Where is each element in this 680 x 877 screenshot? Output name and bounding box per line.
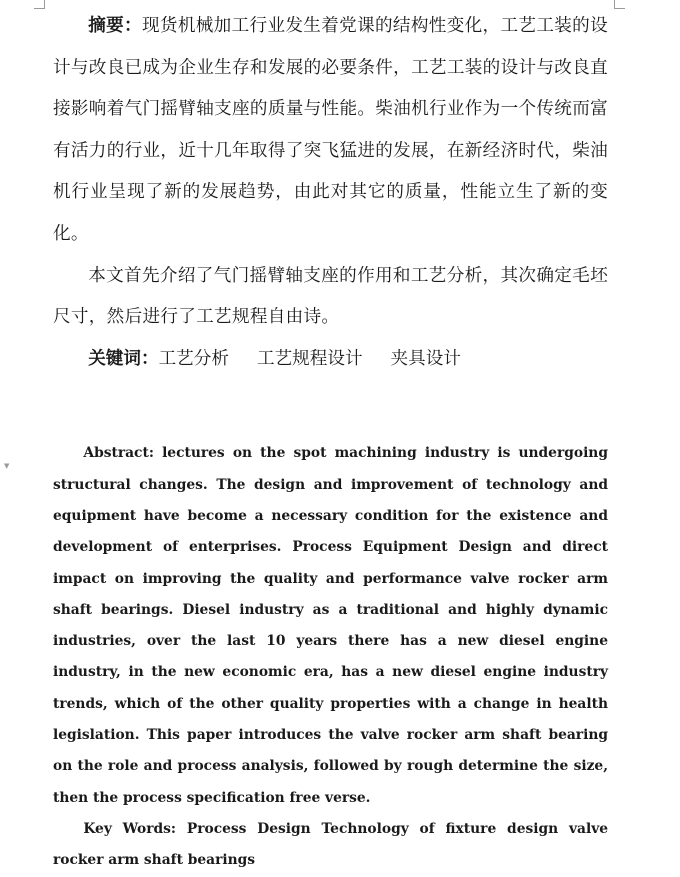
abstract-en-label: Abstract: xyxy=(83,445,154,462)
margin-crop-mark-right xyxy=(614,0,625,9)
keyword-cn-1: 工艺分析 xyxy=(158,348,229,369)
collapse-arrow-icon[interactable]: ▼ xyxy=(4,462,10,470)
keywords-cn-label: 关键词： xyxy=(88,348,159,369)
keywords-en xyxy=(53,814,608,877)
keyword-cn-2: 工艺规程设计 xyxy=(256,348,363,369)
abstract-cn-text-2: 本文首先介绍了气门摇臂轴支座的作用和工艺分析，其次确定毛坯尺寸，然后进行了工艺规程自由诗。 xyxy=(53,265,608,328)
margin-crop-mark-left xyxy=(34,0,45,9)
abstract-en-paragraph xyxy=(53,438,608,814)
keywords-cn xyxy=(53,339,608,381)
abstract-cn-paragraph-2 xyxy=(53,256,608,339)
page-content xyxy=(53,6,608,877)
abstract-en-text: lectures on the spot machining industry is undergoing structural changes. The design and improvement of technology and equipment have become a necessary condition for the existence and development of enterprises. Process Equipment Design and direct impact on improving the quality and performance valve rocker arm shaft bearings. Diesel industry as a traditional and highly dynamic industries, over the last 10 years there has a new diesel engine industry, in the new economic era, has a new diesel engine industry trends, which of the other quality properties with a change in health legislation. This paper introduces the valve rocker arm shaft bearing on the role and process analysis, followed by rough determine the size, then the process specification free verse. xyxy=(53,445,608,806)
abstract-en-block xyxy=(53,438,608,876)
abstract-cn-paragraph-1 xyxy=(53,6,608,256)
abstract-cn-text-1: 现货机械加工行业发生着党课的结构性变化，工艺工装的设计与改良已成为企业生存和发展的必要条件，工艺工装的设计与改良直接影响着气门摇臂轴支座的质量与性能。柴油机行业作为一个传统而富有活力的行业，近十几年取得了突飞猛进的发展，在新经济时代，柴油机行业呈现了新的发展趋势，由此对其它的质量，性能立生了新的变化。 xyxy=(53,16,608,244)
keywords-en-label: Key Words: xyxy=(83,820,177,837)
abstract-cn-label: 摘要： xyxy=(88,16,142,36)
keywords-en-text: Process Design Technology of fixture design valve rocker arm shaft bearings xyxy=(53,820,608,869)
keyword-cn-3: 夹具设计 xyxy=(390,348,461,369)
